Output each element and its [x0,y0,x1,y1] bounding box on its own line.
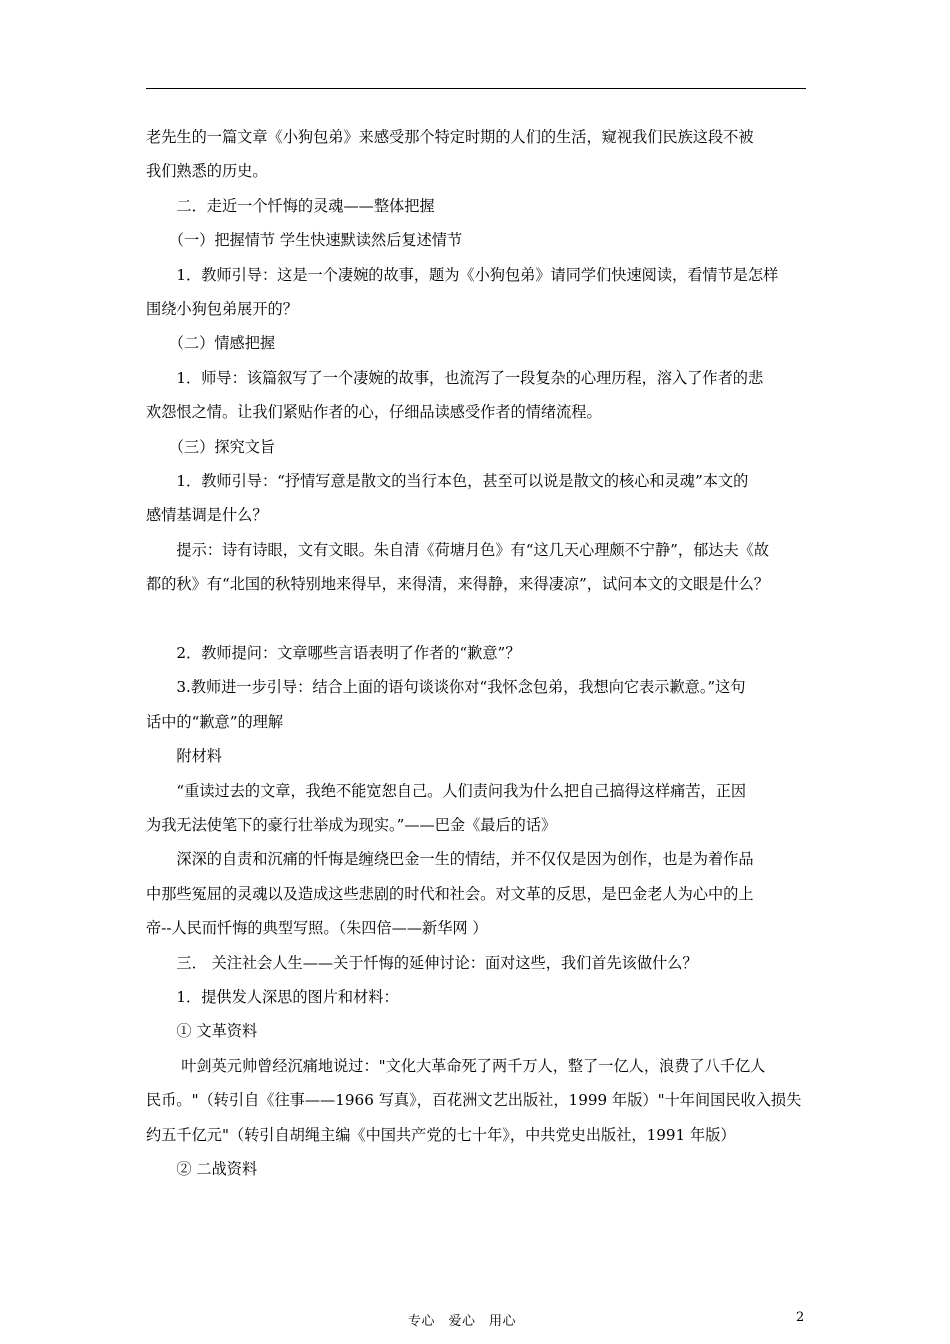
header-rule [146,88,806,89]
quote-line: 为我无法使笔下的豪行壮举成为现实。”——巴金《最后的话》 [146,816,557,834]
text-line: 2．教师提问：文章哪些言语表明了作者的“歉意”？ [146,644,521,662]
text-line: 提示：诗有诗眼，文有文眼。朱自清《荷塘月色》有“这几天心理颇不宁静”，郁达夫《故 [146,540,770,559]
text-line: 老先生的一篇文章《小狗包弟》来感受那个特定时期的人们的生活，窥视我们民族这段不被 [146,128,754,146]
text-line: 帝--人民而忏悔的典型写照。（朱四倍——新华网 ） [146,919,488,938]
text-line: 叶剑英元帅曾经沉痛地说过："文化大革命死了两千万人，整了一亿人，浪费了八千亿人 [146,1056,766,1075]
text-line: 我们熟悉的历史。 [146,162,268,181]
subsection-heading: （三）探究文旨 [146,437,276,456]
text-line: 话中的“歉意”的理解 [146,712,284,731]
text-line: 欢怨恨之情。让我们紧贴作者的心，仔细品读感受作者的情绪流程。 [146,403,602,422]
text-line: 3.教师进一步引导：结合上面的语句谈谈你对“我怀念包弟，我想向它表示歉意。”这句 [146,678,746,697]
text-line: 1．师导：该篇叙写了一个凄婉的故事，也流泻了一段复杂的心理历程，溶入了作者的悲 [146,368,764,387]
text-line: 都的秋》有“北国的秋特别地来得早，来得清，来得静，来得凄凉”，试问本文的文眼是什么？ [146,575,770,594]
text-line: 附材料 [146,747,222,766]
text-line: 中那些冤屈的灵魂以及造成这些悲剧的时代和社会。对文革的反思，是巴金老人为心中的上 [146,884,754,903]
page-number: 2 [796,1310,805,1325]
text-line: 1．提供发人深思的图片和材料： [146,988,399,1006]
text-line: 感情基调是什么？ [146,506,268,525]
text-line: 民币。"（转引自《往事——1966 写真》，百花洲文艺出版社，1999 年版）"十年间国民收入损失 [146,1091,802,1110]
section-heading: 二．走近一个忏悔的灵魂——整体把握 [146,196,435,215]
footer-motto: 专心 爱心 用心 [408,1314,517,1329]
list-item: ② 二战资料 [146,1160,258,1178]
text-line: 1．教师引导：这是一个凄婉的故事，题为《小狗包弟》请同学们快速阅读，看情节是怎样 [146,265,779,284]
section-heading: 三． 关注社会人生——关于忏悔的延伸讨论：面对这些，我们首先该做什么？ [146,953,698,972]
text-line: 深深的自责和沉痛的忏悔是缠绕巴金一生的情结，并不仅仅是因为创作，也是为着作品 [146,850,754,869]
subsection-heading: （一）把握情节 学生快速默读然后复述情节 [146,231,463,250]
text-line: 1．教师引导：“抒情写意是散文的当行本色，甚至可以说是散文的核心和灵魂”本文的 [146,472,749,490]
text-line: 约五千亿元"（转引自胡绳主编《中国共产党的七十年》，中共党史出版社，1991 年版） [146,1125,736,1144]
text-line: 围绕小狗包弟展开的？ [146,300,298,318]
subsection-heading: （二）情感把握 [146,334,276,353]
quote-line: “重读过去的文章，我绝不能宽恕自己。人们责问我为什么把自己搞得这样痛苦，正因 [146,781,747,800]
list-item: ① 文革资料 [146,1022,258,1041]
